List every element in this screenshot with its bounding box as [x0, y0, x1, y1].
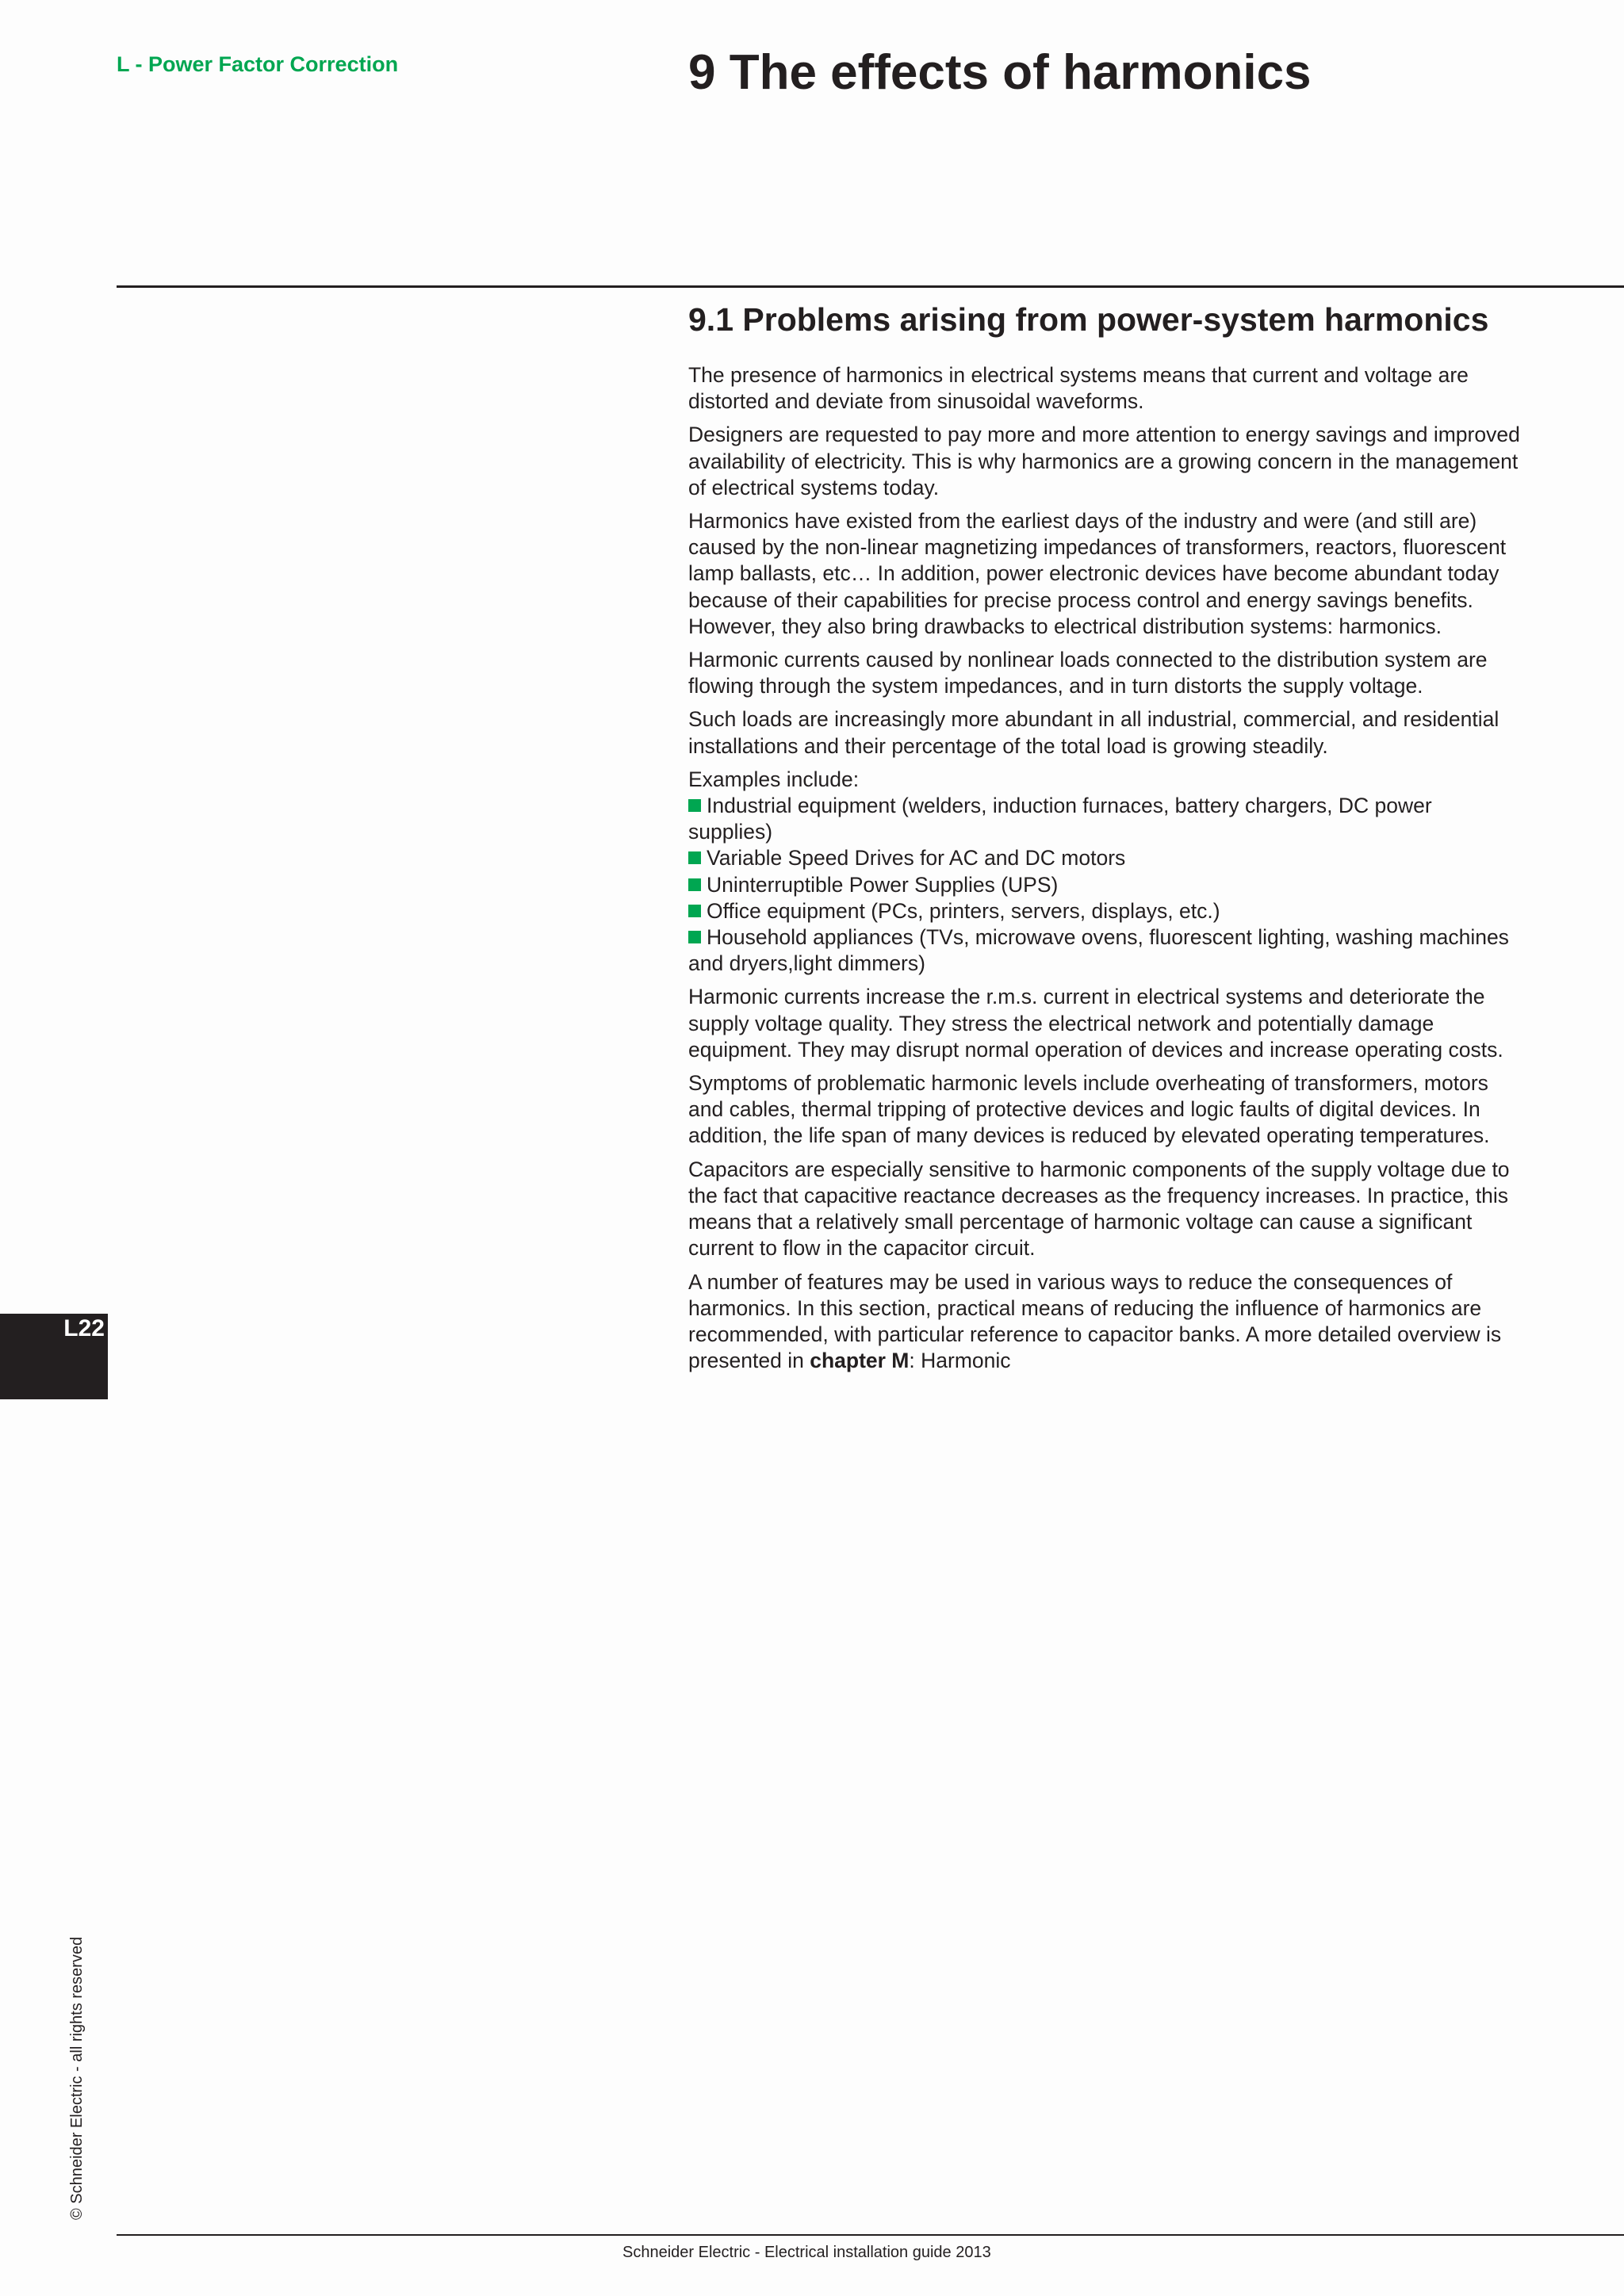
chapter-title: 9 The effects of harmonics [688, 45, 1312, 100]
paragraph: Designers are requested to pay more and more attention to energy savings and improved availability of electricity. This is why harmonics are a growing concern in the management of electrical systems today. [688, 423, 1520, 499]
page-tab [0, 1314, 108, 1399]
section-label: L - Power Factor Correction [117, 52, 399, 76]
list-item: Uninterruptible Power Supplies (UPS) [688, 872, 1521, 898]
paragraph: Harmonics have existed from the earliest days of the industry and were (and still are) caused by the non-linear magnetizing impedances of transformers, reactors, fluorescent lamp ballasts, etc… In addition, power electronic devices have become abundant today because of their capabilities for precise process control and energy savings benefits. However, they also bring drawbacks to electrical distribution systems: harmonics. [688, 509, 1507, 638]
page-number: L22 [63, 1315, 105, 1341]
paragraph: A number of features may be used in various ways to reduce the consequences of harmonics. In this section, practical means of reducing the influence of harmonics are recommended, with particular reference to capacitor banks. A more detailed overview is presented in chapter M: Harmonic [688, 1269, 1502, 1373]
copyright-notice: © Schneider Electric - all rights reserved [68, 1936, 86, 2220]
paragraph: Harmonic currents increase the r.m.s. current in electrical systems and deteriorate the supply voltage quality. They stress the electrical network and potentially damage equipment. They may disrupt normal operation of devices and increase operating costs. [688, 985, 1503, 1062]
bullet-square-icon [688, 905, 701, 917]
chapter-reference: chapter M [810, 1349, 910, 1373]
bullet-square-icon [688, 799, 701, 812]
list-item: Household appliances (TVs, microwave ovens, fluorescent lighting, washing machines and dryers,light dimmers) [688, 925, 1509, 976]
list-item: Variable Speed Drives for AC and DC motors [688, 845, 1521, 871]
paragraph: The presence of harmonics in electrical systems means that current and voltage are distorted and deviate from sinusoidal waveforms. [688, 363, 1469, 414]
list-item: Office equipment (PCs, printers, servers, displays, etc.) [688, 898, 1521, 924]
paragraph: Capacitors are especially sensitive to harmonic components of the supply voltage due to the fact that capacitive reactance decreases as the frequency increases. In practice, this means that a relatively small percentage of harmonic voltage can cause a significant current to flow in the capacitor circuit. [688, 1157, 1510, 1261]
section-title: 9.1 Problems arising from power-system harmonics [688, 301, 1489, 338]
paragraph: Symptoms of problematic harmonic levels include overheating of transformers, motors and cables, thermal tripping of protective devices and logic faults of digital devices. In addition, the life span of many devices is reduced by elevated operating temperatures. [688, 1071, 1490, 1148]
footer: Schneider Electric - Electrical installation guide 2013 [622, 2244, 991, 2261]
paragraph: Such loads are increasingly more abundant in all industrial, commercial, and residential installations and their percentage of the total load is growing steadily. [688, 707, 1500, 758]
bullet-square-icon [688, 851, 701, 864]
body-text [688, 362, 1521, 1381]
bottom-divider [117, 2234, 1624, 2236]
list-item: Industrial equipment (welders, induction furnaces, battery chargers, DC power supplies) [688, 794, 1432, 844]
top-divider [117, 285, 1624, 288]
examples-intro: Examples include: [688, 767, 860, 791]
examples-list [688, 793, 1521, 977]
bullet-square-icon [688, 931, 701, 943]
paragraph: Harmonic currents caused by nonlinear loads connected to the distribution system are flowing through the system impedances, and in turn distorts the supply voltage. [688, 648, 1488, 698]
bullet-square-icon [688, 878, 701, 891]
